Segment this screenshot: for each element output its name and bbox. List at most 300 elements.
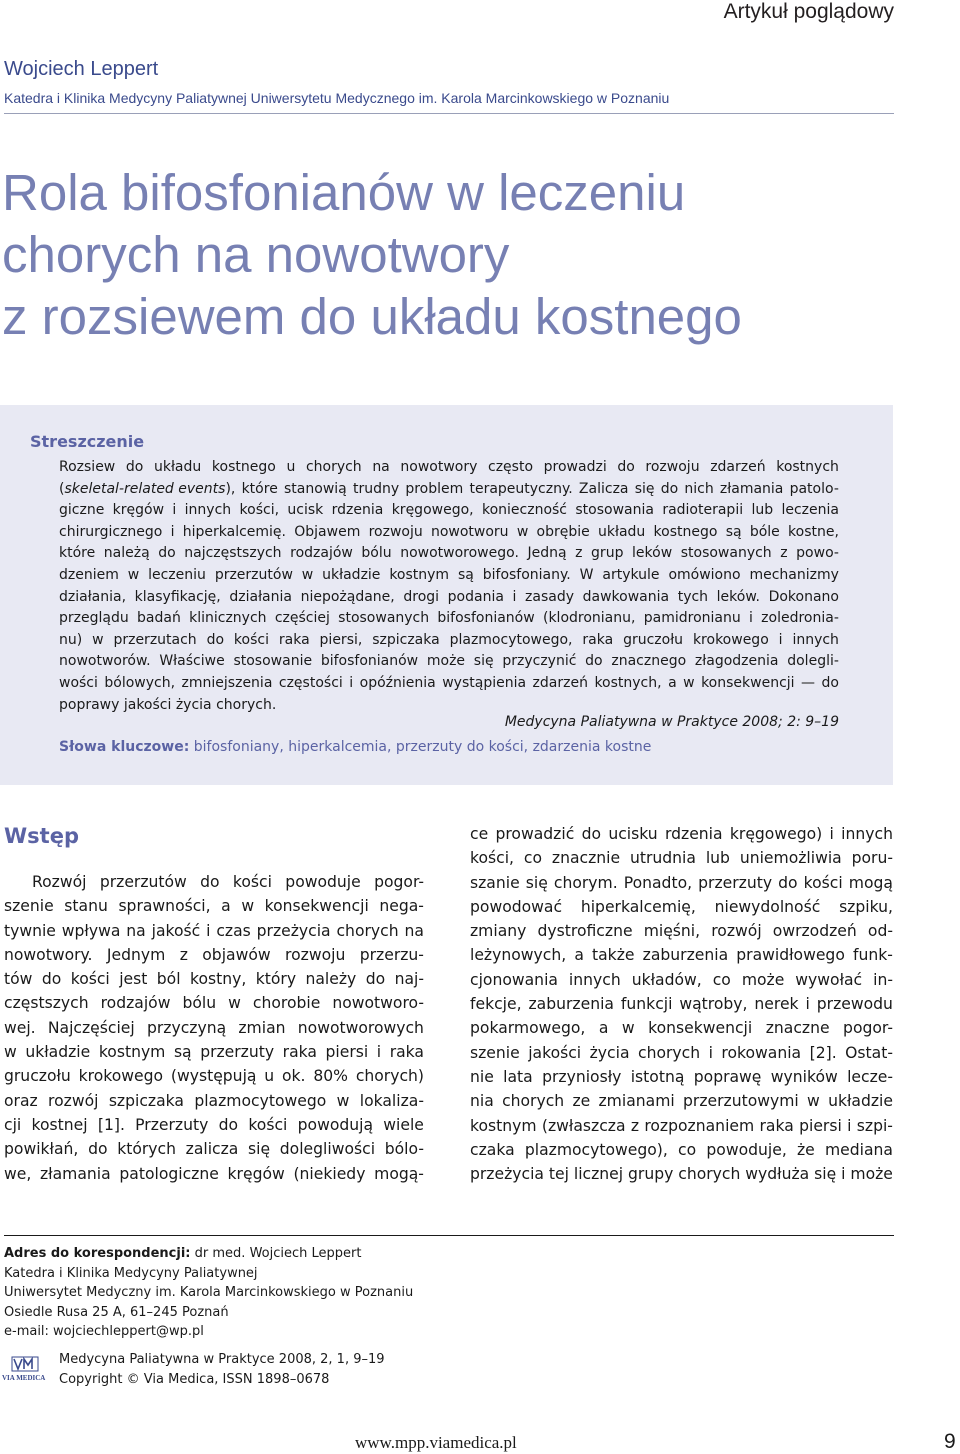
addr-label: Adres do korespondencji: xyxy=(4,1246,191,1261)
word: kostnych xyxy=(776,459,839,475)
word: w xyxy=(301,566,314,583)
word: czas xyxy=(216,921,251,940)
body-line xyxy=(4,967,424,991)
abstract-line xyxy=(59,500,839,522)
word: tów xyxy=(4,970,33,989)
word: przeglądu xyxy=(59,610,129,627)
word: częstości xyxy=(278,674,343,691)
word: do xyxy=(585,653,603,670)
word: rozwoju xyxy=(645,459,700,475)
word: się xyxy=(525,873,548,892)
word: złamania xyxy=(40,1164,111,1183)
word: powodować xyxy=(470,897,563,916)
word: i xyxy=(349,674,354,691)
abstract-line xyxy=(59,522,839,544)
word: znacznego xyxy=(611,653,687,670)
word: tywnie xyxy=(4,921,56,940)
word: leżynowych, xyxy=(470,946,567,965)
word: przyczyną xyxy=(146,1018,227,1037)
word: do xyxy=(218,1115,239,1134)
word: w xyxy=(683,674,695,691)
word: do xyxy=(206,631,225,648)
word: piersi xyxy=(325,1043,369,1062)
word: sprawności, xyxy=(118,897,211,916)
word: rozpoznaniem xyxy=(644,1116,755,1135)
word: szenie xyxy=(4,897,54,916)
word: w xyxy=(516,523,529,540)
word: (występują xyxy=(170,1067,257,1086)
word: kręgów xyxy=(227,1164,285,1183)
word: funkcji xyxy=(620,995,673,1014)
word: opóźnienia xyxy=(359,674,436,691)
word: uniemożliwia xyxy=(739,849,842,868)
word: życia xyxy=(589,1043,630,1062)
word: a xyxy=(221,897,231,916)
word: lokaliza- xyxy=(359,1091,424,1110)
body-line xyxy=(470,919,893,943)
word: wystąpienia xyxy=(442,674,527,691)
word: hiperkalcemię. xyxy=(182,523,286,540)
word: klinicznych xyxy=(189,610,267,627)
word: układu xyxy=(597,523,646,540)
body-line xyxy=(470,1016,893,1040)
addr-email: e-mail: wojciechleppert@wp.pl xyxy=(4,1324,204,1340)
word: dolegli- xyxy=(787,653,839,670)
word: i xyxy=(206,921,211,940)
author-name: Wojciech Leppert xyxy=(4,58,159,80)
word: mięśni, xyxy=(643,922,701,941)
word: stosowanych xyxy=(338,610,430,627)
body-line xyxy=(470,1041,893,1065)
word: ok. xyxy=(281,1067,306,1086)
word: ce xyxy=(470,825,489,843)
abstract-line xyxy=(59,608,839,630)
word: kostny, xyxy=(189,970,247,989)
word: Ponadto, xyxy=(623,873,693,892)
body-line xyxy=(470,871,893,895)
word: kostnym xyxy=(470,1116,537,1135)
word: kości xyxy=(70,970,110,989)
word: a xyxy=(574,946,584,965)
body-line xyxy=(4,870,424,894)
word: działania xyxy=(229,588,292,605)
word: układzie xyxy=(25,1043,91,1062)
word: kości xyxy=(233,631,269,648)
word: są xyxy=(725,523,742,540)
word: grupy xyxy=(628,1165,674,1184)
word: poru- xyxy=(851,849,893,868)
word: u xyxy=(286,459,296,475)
word: w xyxy=(807,1092,820,1111)
word: które xyxy=(241,480,278,497)
word: się xyxy=(248,1140,271,1159)
word: jakości xyxy=(528,1043,582,1062)
word: kostne, xyxy=(788,523,839,540)
word: dystroficzne xyxy=(537,922,633,941)
word: przerzutach xyxy=(113,631,197,648)
word: kostnego xyxy=(653,523,718,540)
word: są xyxy=(173,1043,192,1062)
abstract-line xyxy=(59,651,839,673)
word: także xyxy=(592,946,635,965)
word: może xyxy=(741,970,785,989)
word: chorych xyxy=(336,921,399,940)
word: od- xyxy=(867,922,893,941)
word: nega- xyxy=(379,897,424,916)
word: przeżycia xyxy=(470,1165,544,1184)
word: jest xyxy=(119,970,148,989)
word: przeżycia xyxy=(256,921,331,940)
abstract-citation: Medycyna Paliatywna w Praktyce 2008; 2: 9–19 xyxy=(504,714,839,730)
word: kostnej xyxy=(31,1115,88,1134)
word: rokowania xyxy=(721,1043,802,1062)
word: [1]. xyxy=(97,1115,125,1134)
word: zmiany xyxy=(470,922,527,941)
word: do xyxy=(821,674,839,691)
word: nowotworu xyxy=(430,523,509,540)
word: wiele xyxy=(383,1115,424,1134)
word: problem xyxy=(405,480,464,497)
word: plazmocytowego), xyxy=(524,1140,668,1159)
word: kręgów xyxy=(112,502,165,519)
abstract-line xyxy=(59,543,839,565)
word: złamania xyxy=(719,480,784,497)
word: szanie xyxy=(470,873,520,892)
word: rozwoju xyxy=(368,523,423,540)
word: do xyxy=(660,480,679,497)
italic-phrase: (skeletal-related events), xyxy=(59,480,236,497)
word: innych xyxy=(841,825,893,843)
word: we, xyxy=(4,1164,32,1183)
word: i xyxy=(708,1043,713,1062)
word: prowadzi xyxy=(543,459,607,475)
word: rdzenia xyxy=(331,502,384,519)
word: konsekwencji xyxy=(701,674,795,691)
word: leczeniu xyxy=(148,566,206,583)
word: i xyxy=(778,631,783,648)
word: licznej xyxy=(573,1165,624,1184)
word: giczne xyxy=(59,502,105,519)
word: może xyxy=(850,1165,893,1184)
word: fekcje, xyxy=(470,995,522,1014)
body-line xyxy=(4,1016,424,1040)
body-line xyxy=(470,1089,893,1113)
body-line xyxy=(470,895,893,919)
word: do xyxy=(200,873,220,891)
body-line xyxy=(470,968,893,992)
word: konsekwencji xyxy=(648,1019,753,1038)
word: w xyxy=(336,1091,350,1110)
word: poprawę xyxy=(693,1067,762,1086)
word: konsekwencji xyxy=(264,897,369,916)
word: tej xyxy=(548,1165,569,1184)
word: raka xyxy=(282,1043,317,1062)
author-affiliation: Katedra i Klinika Medycyny Paliatywnej Uniwersytetu Medycznego im. Karola Marcinkowskiego w Poznaniu xyxy=(4,90,670,106)
word: W xyxy=(579,566,594,583)
word: chorych xyxy=(305,459,362,475)
word: u xyxy=(264,1067,275,1086)
word: i xyxy=(749,610,753,627)
word: rozwój xyxy=(711,922,762,941)
page-number: 9 xyxy=(944,1430,956,1453)
word: w xyxy=(241,897,255,916)
body-line xyxy=(4,943,424,967)
body-line xyxy=(4,894,424,918)
word: objawów xyxy=(202,945,271,964)
word: do xyxy=(41,970,62,989)
header-divider xyxy=(4,113,894,114)
body-line xyxy=(4,1040,424,1064)
body-line xyxy=(470,1065,893,1089)
word: ból xyxy=(156,970,181,989)
word: omówiono xyxy=(668,566,741,583)
keywords-list: bifosfoniany, hiperkalcemia, przerzuty do kości, zdarzenia kostne xyxy=(193,739,652,755)
word: który xyxy=(255,970,297,989)
abstract-line xyxy=(59,457,839,479)
word: krokowego xyxy=(692,631,769,648)
word: raka xyxy=(759,1116,794,1135)
word: bifosfonianów xyxy=(437,610,535,627)
word: kostnym xyxy=(389,566,450,583)
word: przerzu- xyxy=(359,945,424,964)
word: mogą xyxy=(848,873,893,892)
word: hiperkalcemię, xyxy=(580,897,696,916)
word: [2]. xyxy=(809,1043,837,1062)
keywords xyxy=(59,739,651,755)
word: Jednym xyxy=(106,945,166,964)
word: w xyxy=(4,1043,17,1062)
word: zdarzeń xyxy=(710,459,766,475)
word: działania, xyxy=(59,588,127,605)
addr-line: Uniwersytet Medyczny im. Karola Marcinkowskiego w Poznaniu xyxy=(4,1285,414,1301)
word: co xyxy=(712,970,731,989)
word: rozwój xyxy=(48,1091,99,1110)
word: Przerzuty xyxy=(135,1115,209,1134)
word: leków. xyxy=(716,588,760,605)
word: nerek xyxy=(754,995,799,1014)
word: Objawem xyxy=(294,523,361,540)
title-line: z rozsiewem do układu kostnego xyxy=(2,288,742,345)
word: niepożądane, xyxy=(300,588,395,605)
word: kostnego xyxy=(211,459,276,475)
word: Ostat- xyxy=(845,1043,893,1062)
word: gruczołu xyxy=(623,631,684,648)
word: szenie xyxy=(470,1043,520,1062)
word: nowotworowych xyxy=(297,1018,424,1037)
addr-first-line xyxy=(4,1244,413,1264)
word: wyników xyxy=(770,1067,838,1086)
word: nowotwory xyxy=(400,459,478,475)
word: które xyxy=(59,545,96,562)
word: Jedną xyxy=(527,545,567,562)
word: piersi xyxy=(799,1116,842,1135)
word: funk- xyxy=(853,946,893,965)
word: najczęstszych xyxy=(184,545,282,562)
word: bólu xyxy=(182,994,217,1013)
word: Najczęściej xyxy=(47,1018,135,1037)
word: bólowych, xyxy=(104,674,176,691)
word: się xyxy=(814,1165,837,1184)
word: z xyxy=(780,545,788,562)
word: mediana xyxy=(824,1140,893,1159)
word: prawidłowego xyxy=(736,946,845,965)
word: niewydolność xyxy=(714,897,821,916)
word: podania xyxy=(447,588,504,605)
word: może xyxy=(426,653,466,670)
body-line xyxy=(470,1114,893,1138)
word: kości xyxy=(232,873,272,891)
word: czaka xyxy=(470,1140,515,1159)
abstract-line xyxy=(59,587,839,609)
word: chorych xyxy=(678,1165,741,1184)
word: obrębie xyxy=(536,523,590,540)
word: naj- xyxy=(394,970,424,989)
word: do xyxy=(125,459,144,475)
word: cji xyxy=(4,1115,22,1134)
word: (zwłaszcza xyxy=(541,1116,626,1135)
word: plazmocytowego, xyxy=(449,631,573,648)
copyright-line: Copyright © Via Medica, ISSN 1898–0678 xyxy=(59,1372,330,1387)
correspondence-address xyxy=(4,1244,413,1342)
article-title xyxy=(2,162,902,348)
word: leków xyxy=(632,545,673,562)
word: dawkowania xyxy=(582,588,670,605)
word: Zalicza xyxy=(578,480,629,497)
word: się xyxy=(473,653,494,670)
journal-line: Medycyna Paliatywna w Praktyce 2008, 2, 1, 9–19 xyxy=(59,1352,385,1367)
journal-url[interactable]: www.mpp.viamedica.pl xyxy=(355,1433,517,1452)
word: innych xyxy=(184,502,232,519)
word: powoduje, xyxy=(706,1140,787,1159)
word: że xyxy=(796,1140,815,1159)
word: należą xyxy=(103,545,150,562)
word: wej. xyxy=(4,1018,36,1037)
addr-line: Katedra i Klinika Medycyny Paliatywnej xyxy=(4,1265,258,1281)
word: chorych xyxy=(638,1043,701,1062)
title-line: Rola bifosfonianów w leczeniu xyxy=(2,164,686,221)
word: radioterapii xyxy=(662,502,744,519)
abstract-line: poprawy jakości życia chorych. xyxy=(59,696,277,713)
word: zoledronia- xyxy=(761,610,839,627)
word: i xyxy=(829,825,834,843)
word: szpiczaka xyxy=(372,631,440,648)
word: w xyxy=(92,631,104,648)
word: rdzenia xyxy=(664,825,723,843)
word: przyniosły xyxy=(542,1067,622,1086)
word: układzie xyxy=(322,566,381,583)
word: w xyxy=(127,566,140,583)
word: wydłuża xyxy=(745,1165,810,1184)
word: których xyxy=(117,1140,176,1159)
word: 80% xyxy=(313,1067,348,1086)
word: innych xyxy=(792,631,839,648)
word: szpiczaka xyxy=(108,1091,184,1110)
word: raka xyxy=(278,631,310,648)
word: z xyxy=(575,545,583,562)
word: zalicza xyxy=(185,1140,239,1159)
word: do xyxy=(158,545,176,562)
word: pamidronianu xyxy=(643,610,741,627)
word: nia xyxy=(470,1092,494,1111)
body-line xyxy=(4,1162,424,1186)
word: chorobie xyxy=(252,994,321,1013)
body-line xyxy=(4,1064,424,1088)
word: chorych xyxy=(502,1092,565,1111)
word: się xyxy=(634,480,655,497)
word: znacznie xyxy=(551,849,621,868)
word: bifosfonianów xyxy=(320,653,419,670)
word: pogor- xyxy=(843,1019,893,1038)
word: zasady xyxy=(525,588,575,605)
word: cjonowania xyxy=(470,970,558,989)
word: drogi xyxy=(403,588,440,605)
word: Dokonano xyxy=(768,588,839,605)
title-line: chorych na nowotwory xyxy=(2,226,510,283)
word: innych xyxy=(568,970,621,989)
word: z xyxy=(179,945,188,964)
word: plazmocytowego xyxy=(194,1091,327,1110)
word: lub xyxy=(705,849,730,868)
word: klasyfikację, xyxy=(134,588,221,605)
word: do xyxy=(617,459,635,475)
word: częstszych xyxy=(4,994,89,1013)
word: na xyxy=(404,921,424,940)
word: powoduje xyxy=(285,873,361,891)
word: wywołać xyxy=(795,970,863,989)
word: gruczołu xyxy=(4,1067,71,1086)
logo-text: VIA MEDICA xyxy=(2,1374,46,1382)
word: stanowią xyxy=(284,480,347,497)
word: rodzajów xyxy=(100,994,171,1013)
word: i xyxy=(172,502,177,519)
word: leczenia xyxy=(781,502,839,519)
word: chirurgicznego xyxy=(59,523,163,540)
word: do xyxy=(778,873,798,892)
word: przerzuty xyxy=(200,1043,275,1062)
intro-column-right xyxy=(470,822,893,1186)
word: znaczne xyxy=(765,1019,830,1038)
word: (niekiedy xyxy=(293,1164,366,1183)
word: trudny xyxy=(352,480,400,497)
intro-column-left xyxy=(4,870,424,1186)
word: badań xyxy=(137,610,181,627)
word: na xyxy=(126,921,146,940)
body-line xyxy=(4,1137,424,1161)
word: do xyxy=(581,825,602,843)
word: kostnym xyxy=(98,1043,166,1062)
intro-heading: Wstęp xyxy=(4,824,79,848)
word: terapeutyczny. xyxy=(469,480,573,497)
keywords-label: Słowa kluczowe: xyxy=(59,739,190,755)
word: nowotworowego. xyxy=(400,545,519,562)
word: układzie xyxy=(828,1092,893,1111)
body-line xyxy=(4,919,424,943)
word: nowotworo- xyxy=(332,994,424,1013)
word: w xyxy=(228,994,241,1013)
word: i xyxy=(170,523,175,540)
word: kręgowego) xyxy=(729,825,823,843)
word: szpi- xyxy=(856,1116,893,1135)
abstract-line xyxy=(59,673,839,695)
body-line xyxy=(470,992,893,1016)
word: jakość xyxy=(151,921,201,940)
word: raka xyxy=(582,631,614,648)
word: oraz xyxy=(4,1091,38,1110)
word: ucisk xyxy=(287,502,324,519)
word: kręgowego, xyxy=(391,502,474,519)
word: rodzajów xyxy=(290,545,353,562)
word: zmniejszenia xyxy=(181,674,273,691)
